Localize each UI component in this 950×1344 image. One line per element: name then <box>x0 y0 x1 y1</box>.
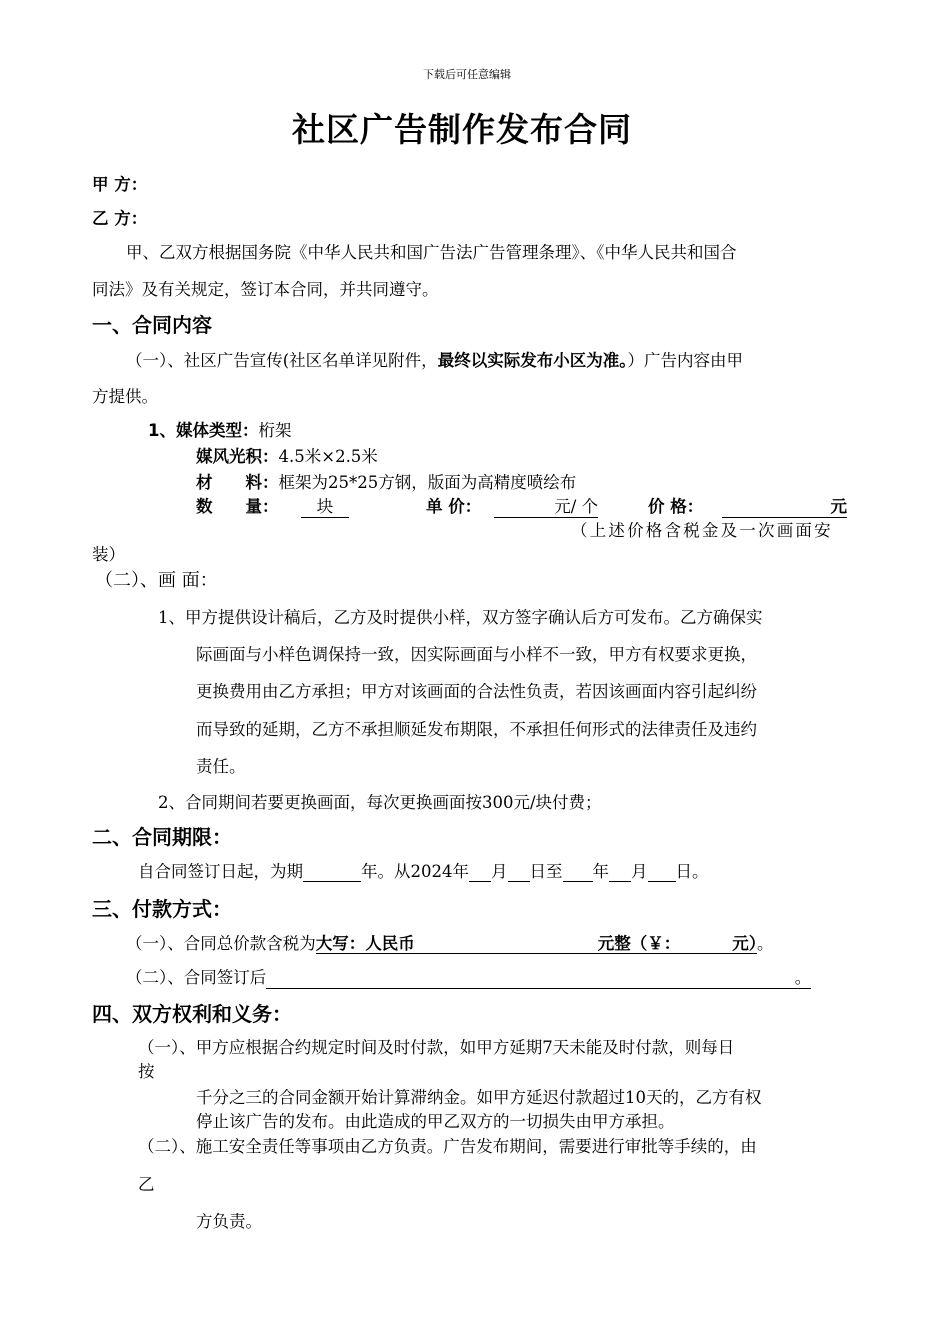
s1-para-1-line-2: 方提供。 <box>92 387 158 406</box>
payment-p1-prefix: （一）、合同总价款含税为 <box>126 934 316 953</box>
rights-p1-line-1: （一）、甲方应根据合约规定时间及时付款，如甲方延期7天未能及时付款，则每日 <box>138 1038 735 1057</box>
unit-price-label-text: 单 价： <box>426 497 482 516</box>
unit-price-field <box>494 493 598 518</box>
material-label: 材 料： <box>196 473 279 492</box>
term-t5: 年 <box>592 862 609 881</box>
end-day-blank <box>648 862 676 882</box>
rights-p1-line-3: 千分之三的合同金额开始计算滞纳金。如甲方延迟付款超过10天的，乙方有权 <box>196 1088 762 1107</box>
term-t7: 日。 <box>675 862 709 881</box>
s1-sub2-heading: （二）、画 面： <box>95 570 218 591</box>
payment-rmb-label: 大写：人民币 <box>315 934 415 953</box>
quantity-label <box>196 493 279 517</box>
material-value: 框架为25*25方钢，版面为高精度喷绘布 <box>278 473 577 492</box>
media-type-label: 1、媒体类型： <box>148 421 259 440</box>
rights-p2-line-2: 乙 <box>138 1175 155 1194</box>
end-year-blank <box>563 862 593 882</box>
s1-p1-prefix: （一）、社区广告宣传(社区名单详见附件， <box>126 351 438 370</box>
header-note: 下载后可任意编辑 <box>423 68 511 81</box>
payment-terms-blank <box>266 964 811 989</box>
party-b-label: 乙 方： <box>92 209 148 228</box>
rights-p1-line-4: 停止该广告的发布。由此造成的甲乙双方的一切损失由甲方承担。 <box>196 1112 675 1131</box>
section-4-heading: 四、双方权利和义务： <box>92 1002 292 1026</box>
payment-line-2 <box>126 964 811 989</box>
payment-line-1 <box>126 930 774 954</box>
section-2-heading: 二、合同期限： <box>92 825 232 849</box>
price-label <box>648 493 703 517</box>
payment-yen-label: 元整（￥： <box>597 934 681 953</box>
intro-line-2: 同法》及有关规定，签订本合同，并共同遵守。 <box>92 280 439 299</box>
rights-p2-line-1: （二）、施工安全责任等事项由乙方负责。广告发布期间，需要进行审批等手续的，由 <box>138 1137 757 1156</box>
page-title: 社区广告制作发布合同 <box>292 110 632 149</box>
term-t3: 月 <box>491 862 508 881</box>
payment-amount-field <box>316 934 757 954</box>
item1-line-5: 责任。 <box>196 757 246 776</box>
section-3-heading: 三、付款方式： <box>92 897 232 921</box>
term-years-blank <box>303 862 361 882</box>
rights-p2-line-3: 方负责。 <box>196 1212 262 1231</box>
end-month-blank <box>609 862 631 882</box>
item1-line-3: 更换费用由乙方承担；甲方对该画面的合法性负责，若因该画面内容引起纠纷 <box>196 682 757 701</box>
area-value: 4.5米×2.5米 <box>278 447 378 466</box>
quantity-unit: 块 <box>301 493 349 518</box>
unit-price-label <box>426 493 481 517</box>
term-t6: 月 <box>631 862 648 881</box>
payment-p1-end: 。 <box>757 934 774 953</box>
price-label-text: 价 格： <box>648 497 704 516</box>
quantity-field <box>301 493 349 518</box>
media-type-row <box>148 417 291 441</box>
media-type-value: 桁架 <box>258 421 292 440</box>
s1-para-1 <box>126 347 743 371</box>
payment-p2-end: 。 <box>794 968 812 987</box>
area-label: 媒风光积： <box>196 447 279 466</box>
price-note-line-2: 装） <box>92 545 125 564</box>
item1-line-2: 际画面与小样色调保持一致，因实际画面与小样不一致，甲方有权要求更换， <box>196 645 757 664</box>
price-unit: 元 <box>722 493 847 518</box>
unit-price-unit: 元/ 个 <box>494 493 598 518</box>
term-t2: 年。从2024年 <box>361 862 469 881</box>
item2: 2、合同期间若要更换画面，每次更换画面按300元/块付费； <box>158 793 602 812</box>
term-t4: 日至 <box>529 862 563 881</box>
quantity-label-text: 数 量： <box>196 497 279 516</box>
item1-line-1: 1、甲方提供设计稿后，乙方及时提供小样，双方签字确认后方可发布。乙方确保实 <box>158 608 763 627</box>
section-1-heading: 一、合同内容 <box>92 313 212 337</box>
contract-term <box>138 858 709 882</box>
party-a-label: 甲 方： <box>92 175 148 194</box>
start-day-blank <box>508 862 530 882</box>
rights-p1-line-2: 按 <box>138 1062 155 1081</box>
start-month-blank <box>469 862 491 882</box>
payment-yuan-close: 元） <box>732 934 757 953</box>
s1-p1-bold: 最终以实际发布小区为准。 <box>437 351 628 370</box>
area-row <box>196 443 378 467</box>
material-row <box>196 469 576 493</box>
intro-line-1: 甲、乙双方根据国务院《中华人民共和国广告法广告管理条理》、《中华人民共和国合 <box>126 243 737 262</box>
item1-line-4: 而导致的延期，乙方不承担顺延发布期限，不承担任何形式的法律责任及违约 <box>196 720 757 739</box>
price-field <box>722 493 847 518</box>
term-t1: 自合同签订日起，为期 <box>138 862 303 881</box>
payment-p2-prefix: （二）、合同签订后 <box>126 968 267 987</box>
price-note-line-1: （上述价格含税金及一次画面安 <box>571 521 833 540</box>
s1-p1-suffix: ）广告内容由甲 <box>627 351 743 370</box>
